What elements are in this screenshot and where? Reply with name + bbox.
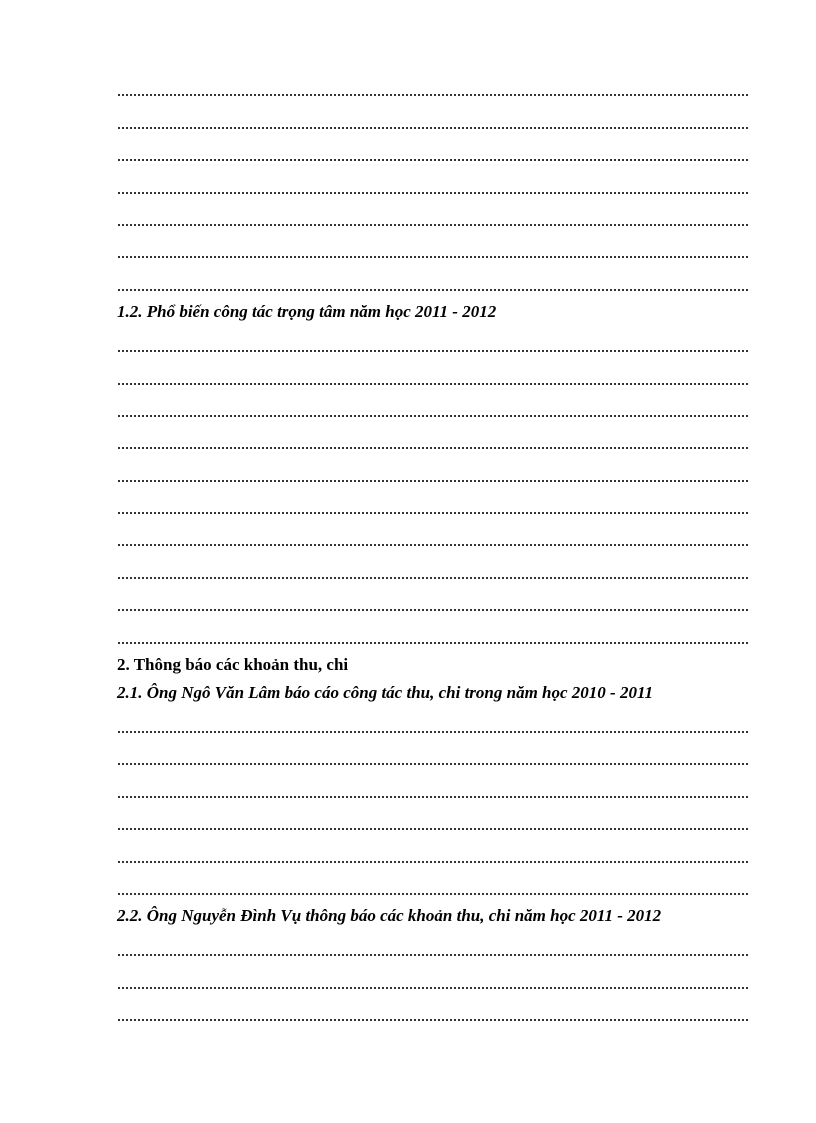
dotted-lines-block-3 (117, 709, 749, 903)
section-heading-2-1: 2.1. Ông Ngô Văn Lâm báo cáo công tác thu, chi trong năm học 2010 - 2011 (117, 682, 654, 702)
dotted-line (117, 741, 749, 773)
dotted-line (117, 360, 749, 392)
dotted-line (117, 490, 749, 522)
dotted-line (117, 104, 749, 136)
dotted-lines-block-4 (117, 932, 749, 1029)
dotted-line (117, 997, 749, 1029)
dotted-line (117, 587, 749, 619)
dotted-line (117, 425, 749, 457)
dotted-line (117, 838, 749, 870)
dotted-line (117, 871, 749, 903)
dotted-lines-block-2 (117, 328, 749, 652)
dotted-line (117, 932, 749, 964)
dotted-line (117, 522, 749, 554)
dotted-line (117, 169, 749, 201)
section-heading-1-2: 1.2. Phổ biến công tác trọng tâm năm học 2011 - 2012 (117, 301, 497, 321)
dotted-line (117, 266, 749, 298)
dotted-line (117, 709, 749, 741)
dotted-line (117, 619, 749, 651)
dotted-line (117, 72, 749, 104)
dotted-line (117, 554, 749, 586)
dotted-line (117, 773, 749, 805)
dotted-lines-block-1 (117, 72, 749, 299)
dotted-line (117, 202, 749, 234)
dotted-line (117, 964, 749, 996)
dotted-line (117, 234, 749, 266)
section-heading-2-2: 2.2. Ông Nguyễn Đình Vụ thông báo các khoản thu, chi năm học 2011 - 2012 (117, 905, 662, 925)
dotted-line (117, 328, 749, 360)
section-heading-2: 2. Thông báo các khoản thu, chi (117, 654, 349, 674)
dotted-line (117, 806, 749, 838)
dotted-line (117, 137, 749, 169)
dotted-line (117, 457, 749, 489)
dotted-line (117, 393, 749, 425)
document-page (117, 72, 749, 1029)
